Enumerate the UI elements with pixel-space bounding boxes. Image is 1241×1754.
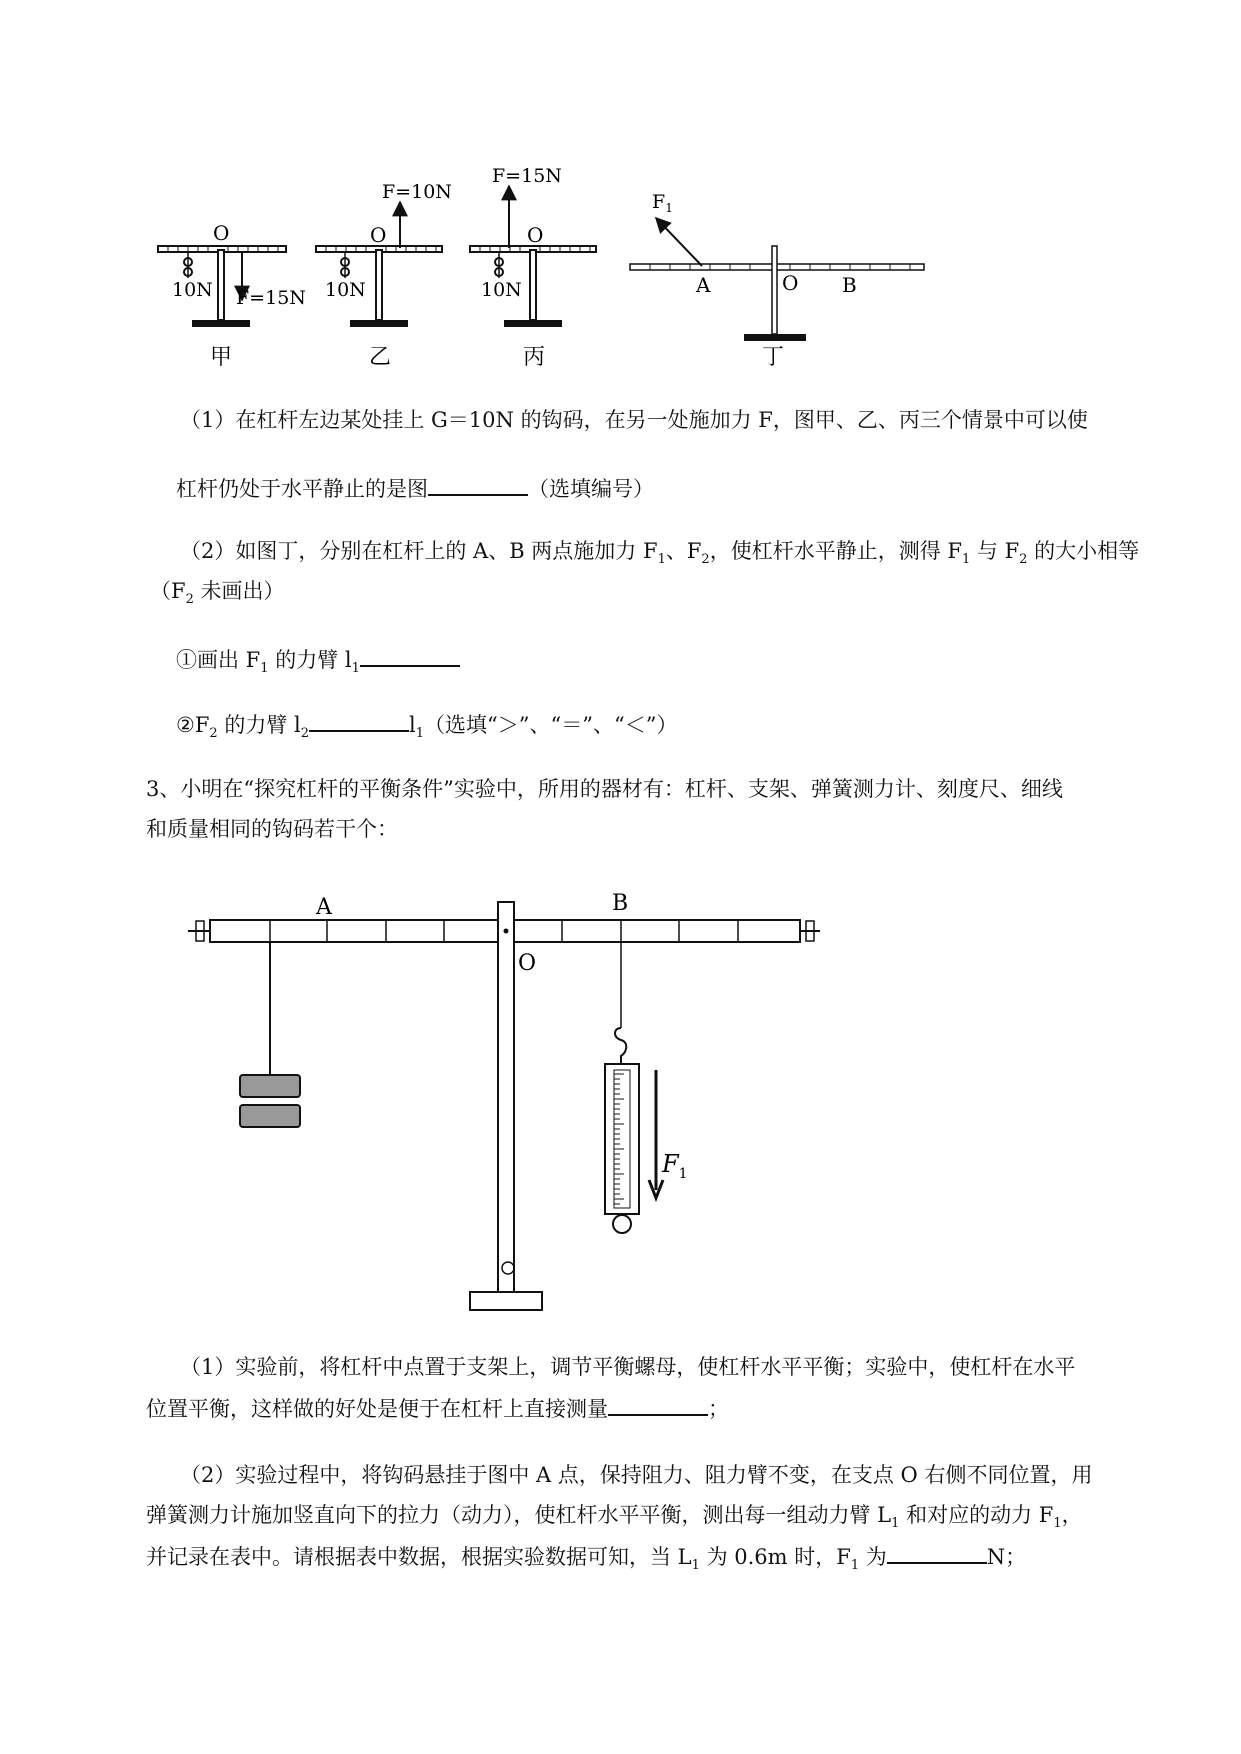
jia-mass-label: 10N bbox=[172, 279, 213, 301]
ding-f1-label: $F_1$ bbox=[652, 191, 673, 215]
figure-ding bbox=[630, 191, 924, 370]
yi-force-label: F=10N bbox=[382, 181, 452, 203]
force-f1-label: $F_1$ bbox=[662, 1150, 688, 1182]
figure-jia bbox=[158, 221, 306, 370]
q1-line1: （1）在杠杆左边某处挂上 G＝10N 的钩码，在另一处施加力 F，图甲、乙、丙三个情景中可以使 bbox=[180, 408, 1088, 432]
q2-line2: （$F_2$ 未画出） bbox=[150, 579, 285, 608]
q4-line2: 位置平衡，这样做的好处是便于在杠杆上直接测量 ； bbox=[146, 1392, 729, 1424]
lever-experiment-figure bbox=[0, 880, 1241, 1340]
answer-blank-2[interactable] bbox=[360, 643, 460, 667]
yi-caption: 乙 bbox=[369, 345, 392, 370]
answer-blank-5[interactable] bbox=[887, 1540, 987, 1564]
q5-line2: 弹簧测力计施加竖直向下的拉力（动力），使杠杆水平平衡，测出每一组动力臂 $L_1$ 和对应的动力 $F_1$， bbox=[146, 1503, 1083, 1532]
yi-o-label: O bbox=[370, 223, 387, 247]
fulcrum-o-label: O bbox=[518, 951, 537, 976]
q2-sub2: $②F_2$ 的力臂 $l_2$ $l_1$（选填“＞”、“＝”、“＜”） bbox=[176, 708, 677, 749]
q2-sub1: ①画出 $F_1$ 的力臂 $l_1$ bbox=[176, 643, 460, 684]
bing-o-label: O bbox=[527, 223, 544, 247]
q5-line3: 并记录在表中。请根据表中数据，根据实验数据可知，当 $L_1$ 为 0.6m 时，$F_1$ 为 N； bbox=[146, 1540, 1026, 1581]
jia-caption: 甲 bbox=[210, 345, 233, 370]
q1-line2-post: （选填编号） bbox=[528, 477, 654, 501]
ding-a-label: A bbox=[696, 273, 711, 297]
ding-b-label: B bbox=[842, 273, 857, 297]
q1-line2 bbox=[176, 472, 654, 504]
bing-mass-label: 10N bbox=[481, 279, 522, 301]
yi-mass-label: 10N bbox=[325, 279, 366, 301]
figure-yi bbox=[316, 181, 452, 370]
q3-line2: 和质量相同的钩码若干个： bbox=[146, 817, 398, 841]
q4-line1: （1）实验前，将杠杆中点置于支架上，调节平衡螺母，使杠杆水平平衡；实验中，使杠杆在水平 bbox=[180, 1355, 1076, 1379]
jia-force-label: F=15N bbox=[236, 287, 306, 309]
figure-bing bbox=[470, 165, 596, 370]
ding-caption: 丁 bbox=[762, 345, 785, 370]
jia-o-label: O bbox=[213, 221, 230, 245]
ding-o-label: O bbox=[782, 271, 799, 295]
answer-blank-3[interactable] bbox=[309, 708, 409, 732]
bing-caption: 丙 bbox=[523, 345, 546, 370]
bing-force-label: F=15N bbox=[492, 165, 562, 187]
q1-line2-pre: 杠杆仍处于水平静止的是图 bbox=[176, 477, 428, 501]
answer-blank-4[interactable] bbox=[608, 1392, 708, 1416]
q5-line1: （2）实验过程中，将钩码悬挂于图中 A 点，保持阻力、阻力臂不变，在支点 O 右侧不同位置，用 bbox=[180, 1463, 1093, 1487]
q2-line1: （2）如图丁，分别在杠杆上的 A、B 两点施加力 $F_1$、$F_2$，使杠杆水平静止，测得 $F_1$ 与 $F_2$ 的大小相等 bbox=[180, 539, 1140, 568]
point-b-label: B bbox=[612, 891, 629, 916]
q3-line1: 3、小明在“探究杠杆的平衡条件”实验中，所用的器材有：杠杆、支架、弹簧测力计、刻度尺、细线 bbox=[146, 777, 1063, 801]
point-a-label: A bbox=[316, 895, 332, 920]
answer-blank-1[interactable] bbox=[428, 472, 528, 496]
